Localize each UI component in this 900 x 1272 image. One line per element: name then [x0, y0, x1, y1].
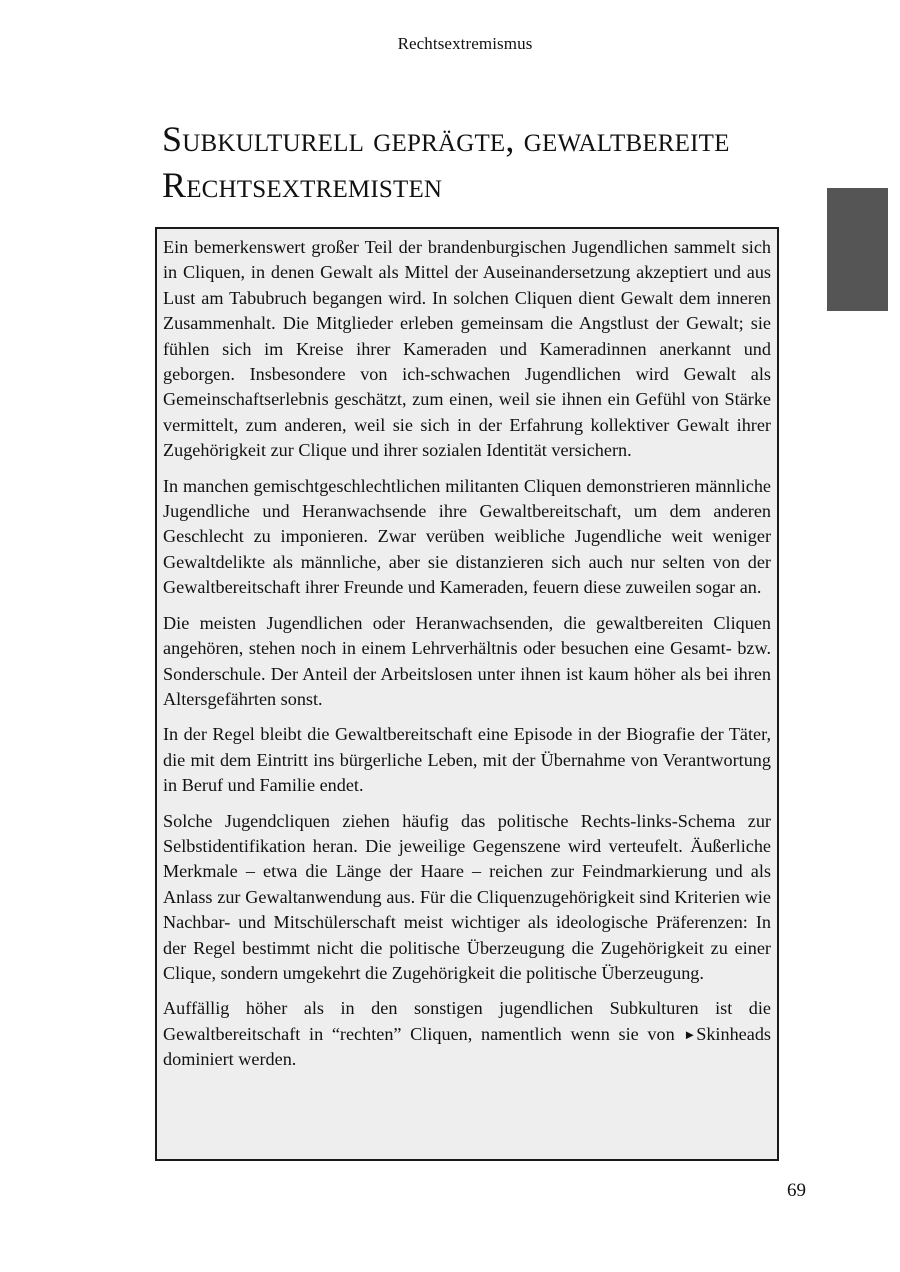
paragraph-4: In der Regel bleibt die Gewaltbereitschaft eine Episode in der Biografie der Täter, die mit dem Eintritt ins bürgerliche Leben, mit der Übernahme von Verantwortung in Beruf und Familie endet. [163, 724, 771, 796]
paragraph-5: Solche Jugendcliquen ziehen häufig das politische Rechts-links-Schema zur Selbstidentifikation heran. Die jeweilige Gegenszene wird verteufelt. Äußerliche Merkmale – etwa die Länge der Haare – reichen zur Feindmarkierung und als Anlass zur Gewaltanwendung aus. Für die Cliquenzugehörigkeit sind Kriterien wie Nachbar- und Mitschülerschaft meist wichtiger als ideologische Präferenzen: In der Regel bestimmt nicht die politische Überzeugung die Zugehörigkeit zu einer Clique, sondern umgekehrt die Zugehörigkeit die politische Überzeugung. [163, 810, 771, 983]
paragraph-3: Die meisten Jugendlichen oder Heranwachsenden, die gewaltbereiten Cliquen angehören, stehen noch in einem Lehrverhältnis oder besuchen eine Gesamt- bzw. Sonderschule. Der Anteil der Arbeitslosen unter ihnen ist kaum höher als bei ihren Altersgefährten sonst. [163, 612, 771, 709]
page-title-line-1: Subkulturell geprägte, gewaltbereite [162, 119, 730, 159]
cross-reference-skinheads[interactable]: Skinheads [696, 1023, 771, 1044]
page-number: 69 [787, 1180, 806, 1201]
paragraph-6-text: Auffällig höher als in den sonstigen jugendlichen Subkulturen ist die Gewaltbereitschaft in “rechten” Cliquen, namentlich wenn sie von [163, 998, 771, 1044]
chapter-thumb-tab [827, 188, 888, 311]
content-box [155, 227, 779, 1161]
running-header: Rechtsextremismus [397, 34, 533, 53]
paragraph-6 [163, 996, 771, 1072]
paragraph-2: In manchen gemischtgeschlechtlichen militanten Cliquen demonstrieren männliche Jugendliche und Heranwachsende ihre Gewaltbereitschaft, um dem anderen Geschlecht zu imponieren. Zwar verüben weibliche Jugendliche weit weniger Gewaltdelikte als männliche, aber sie distanzieren sich auch nur selten von der Gewaltbereitschaft ihrer Freunde und Kameraden, feuern diese zuweilen sogar an. [163, 475, 771, 598]
paragraph-1: Ein bemerkenswert großer Teil der brandenburgischen Jugendlichen sammelt sich in Cliquen, in denen Gewalt als Mittel der Auseinandersetzung akzeptiert und aus Lust am Tabubruch begangen wird. In solchen Cliquen dient Gewalt dem inneren Zusammenhalt. Die Mitglieder erleben gemeinsam die Angstlust der Gewalt; sie fühlen sich im Kreise ihrer Kameraden und Kameradinnen anerkannt und geborgen. Insbesondere von ich-schwachen Jugendlichen wird Gewalt als Gemeinschaftserlebnis geschätzt, zum einen, weil sie ihnen ein Gefühl von Stärke vermittelt, zum anderen, weil sie sich in der Erfahrung kollektiver Gewalt ihrer Zugehörigkeit zur Clique und ihrer sozialen Identität versichern. [163, 237, 771, 461]
page-title [162, 116, 802, 208]
triangle-right-icon: ► [683, 1026, 697, 1042]
page-title-line-2: Rechtsextremisten [162, 165, 443, 205]
paragraph-6-tail: dominiert werden. [163, 1049, 297, 1070]
